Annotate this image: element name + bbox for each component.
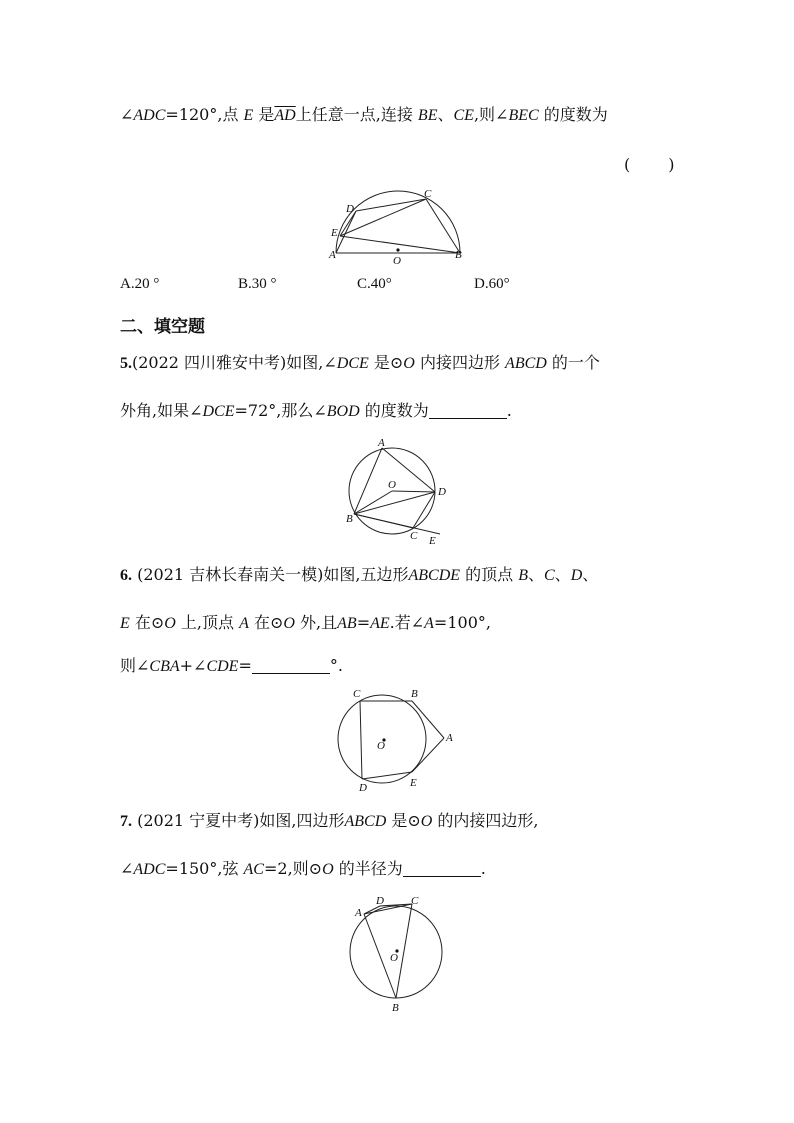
svg-text:D: D: [438, 486, 446, 498]
svg-text:O: O: [390, 952, 398, 964]
answer-blank-q7[interactable]: [403, 860, 481, 877]
q7-line1: 7. (2021 宁夏中考)如图,四边形ABCD 是⊙O 的内接四边形,: [120, 811, 539, 830]
q5-line1: 5.(2022 四川雅安中考)如图,∠DCE 是⊙O 内接四边形 ABCD 的一个: [120, 353, 600, 372]
option-a[interactable]: A.20 °: [120, 276, 160, 292]
option-b[interactable]: B.30 °: [238, 276, 277, 292]
svg-text:E: E: [331, 227, 338, 239]
svg-text:O: O: [377, 740, 385, 752]
svg-text:B: B: [455, 249, 462, 261]
extension-ce: [354, 514, 440, 534]
svg-text:C: C: [424, 188, 432, 200]
q5-figure: [342, 436, 452, 548]
center-point: [396, 248, 399, 251]
q6-line2: E 在⊙O 上,顶点 A 在⊙O 外,且AB=AE.若∠A=100°,: [120, 613, 491, 632]
svg-text:D: D: [346, 203, 354, 215]
svg-text:O: O: [388, 479, 396, 491]
segment-od: [392, 491, 435, 492]
svg-text:C: C: [410, 530, 418, 542]
svg-text:C: C: [411, 895, 419, 907]
q5-line2: 外角,如果∠DCE=72°,那么∠BOD 的度数为 .: [120, 401, 512, 420]
svg-text:D: D: [376, 895, 384, 907]
section-heading: 二、填空题: [120, 317, 205, 337]
svg-text:A: A: [378, 437, 385, 449]
svg-text:B: B: [346, 513, 353, 525]
q6-figure: [332, 686, 462, 796]
option-c[interactable]: C.40°: [357, 276, 392, 292]
svg-text:E: E: [410, 777, 417, 789]
answer-parentheses[interactable]: ( ): [624, 155, 677, 174]
q6-line1: 6. (2021 吉林长春南关一模)如图,五边形ABCDE 的顶点 B、C、D、: [120, 565, 599, 584]
svg-text:B: B: [392, 1002, 399, 1014]
semicircle-arc: [336, 191, 460, 253]
svg-text:E: E: [429, 535, 436, 547]
segment-eb: [340, 236, 460, 253]
svg-text:A: A: [329, 249, 336, 261]
svg-text:B: B: [411, 688, 418, 700]
svg-text:C: C: [353, 688, 361, 700]
segment-ob: [354, 491, 392, 514]
answer-blank-q5[interactable]: [429, 402, 507, 419]
answer-blank-q6[interactable]: [252, 657, 330, 674]
option-d[interactable]: D.60°: [474, 276, 510, 292]
svg-text:D: D: [359, 782, 367, 794]
svg-text:A: A: [355, 907, 362, 919]
svg-text:O: O: [393, 255, 401, 267]
q4-stem: ∠ADC=120°,点 E 是$\overline{AD}$上任意一点,连接 BE、CE,则∠BEC 的度数为: [120, 105, 608, 124]
circle-o: [338, 695, 426, 783]
q7-figure: [344, 892, 454, 1016]
q4-figure: [320, 186, 470, 268]
q7-line2: ∠ADC=150°,弦 AC=2,则⊙O 的半径为 .: [120, 859, 486, 878]
svg-text:A: A: [446, 732, 453, 744]
q6-line3: 则∠CBA+∠CDE= °.: [120, 656, 343, 675]
arc-ad: $\overline{AD}$: [274, 107, 296, 124]
